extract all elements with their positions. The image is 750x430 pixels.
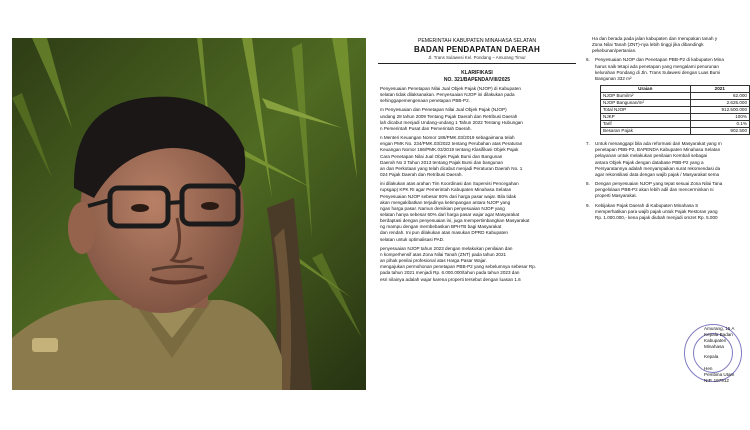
- body-line: berdaptasi dengan penyesuaian ini, juga mempertimbangkan Masyarakat: [380, 218, 530, 224]
- body-line: pengelolaan PBB-P2 akan lebih adil dan mencerminkan ni: [595, 187, 714, 193]
- official-portrait-image: [12, 38, 366, 390]
- body-line: antara Objek Pajak dengan database PBB-P2 yang a: [595, 159, 704, 165]
- item-9-text: Kebijakan Pajak Daerah di Kabupaten Minahasa S: [595, 202, 699, 208]
- document-number: NO. 321/BAPENDA/VIII/2025: [443, 76, 511, 83]
- body-line: penetapan PBB-P2, BAPENDA Kabupaten Minahasa Selatan: [595, 147, 721, 153]
- body-line: an pihak penilai profesional atas Harga Pasar Wajar.: [380, 258, 487, 264]
- table-cell: 902.500: [690, 128, 749, 135]
- body-line: Bangunan 332 m²: [595, 75, 632, 81]
- official-photo: [12, 38, 366, 390]
- document-heading: KLARIFIKASI: [461, 70, 493, 76]
- body-line: pekebunan/pertanian.: [592, 48, 637, 54]
- table-cell: Total NJOP: [601, 107, 691, 114]
- body-line: Keuangan Nomor 186/PMK.03/2019 tentang Klasifikasi Objek Pajak: [380, 147, 519, 153]
- body-line: kelurahan Pondang di Jln. Trans Sulawesi dengan Luas Bumi: [595, 69, 721, 75]
- body-line: harus naik tetapi ada penetapan yang mengalami penurunan: [595, 63, 719, 69]
- body-line: esri nilainya adalah wajar karena properti tersebut dengan luasan 1.6: [380, 276, 521, 282]
- signature-line: Kepala: [704, 354, 719, 359]
- body-line: sehinggapemengenaan penetapan PBB-P2.: [380, 98, 470, 104]
- body-line: Cara Penetapan Nilai Jual Objek Pajak Bumi dan Bangunan: [380, 153, 503, 159]
- table-row: [601, 100, 750, 107]
- table-row: [601, 107, 750, 114]
- table-cell: 0.1%: [690, 121, 749, 128]
- table-cell: Tarif: [601, 121, 691, 128]
- table-cell: NJOP Bumi/m²: [601, 93, 691, 100]
- body-line: Persyaratannya adalah menyampaikan surat rekomendasi da: [595, 165, 721, 171]
- document-body: [372, 86, 582, 283]
- body-line: selatan untuk optimalisasi PAD.: [380, 236, 445, 242]
- header-divider: [378, 63, 576, 64]
- body-line: Penyesuaian Penetapan Nilai Jual Objek Pajak (NJOP) di Kabupaten: [380, 86, 521, 91]
- table-header: Uraian: [601, 86, 691, 93]
- table-cell: 100%: [690, 114, 749, 121]
- table-cell: 62.000: [690, 93, 749, 100]
- body-line: n Menteri Keuangan Nomor 186/PMK.03/2019 sebagaimana telah: [380, 135, 515, 141]
- signature-line: Kabupaten: [704, 338, 727, 343]
- table-row: [601, 114, 750, 121]
- item-6-text: Penyesuaian NJOP dan Penetapan PBB-P2 di kabupaten Mina: [595, 57, 724, 63]
- body-line: engan PMK No. 234/PMK.03/2022 tentang Perubahan atas Peraturan: [380, 141, 523, 147]
- item-7-number: 7.: [586, 141, 590, 147]
- body-line: n komperhensif atas Zona Nilai Tanah (ZNT) pada tahun 2021: [380, 251, 507, 257]
- body-line: selatan hanya sebesar 60% dari harga pasar wajar agar Masyarakat: [380, 211, 520, 217]
- table-row: [601, 121, 750, 128]
- table-cell: 912.500.000: [690, 107, 749, 114]
- header-government: PEMERINTAH KABUPATEN MINAHASA SELATAN: [417, 38, 537, 44]
- table-cell: NJKP: [601, 114, 691, 121]
- item-8-number: 8.: [586, 181, 590, 187]
- body-line: undang 28 tahun 2009 Tentang Pajak Daerah dan Retribusi Daerah: [380, 113, 518, 119]
- item-7-text: Untuk menanggapi bila ada reformasi dari Masyarakat yang m: [595, 141, 722, 147]
- body-line: ng mampu dengan membebaskan BPHTB bagi Masyarakat: [380, 224, 502, 230]
- table-row: [601, 128, 750, 135]
- signature-line: Amurang, 15 A: [704, 326, 735, 331]
- item-6-number: 6.: [586, 57, 590, 63]
- clarification-document-page-2: [584, 36, 750, 394]
- signature-rank: Pembina Utam: [704, 372, 735, 377]
- body-line: Rp. 1.000.000,- kena pajak diubah menjadi omzet Rp. 5.000: [595, 214, 718, 220]
- header-agency-title: BADAN PENDAPATAN DAERAH: [414, 45, 540, 54]
- item-9-number: 9.: [586, 202, 590, 208]
- body-line: m Penyesuaian dan Penetapan Nilai Jual Objek Pajak (NJOP): [380, 107, 507, 113]
- signature-name: Hen: [704, 366, 713, 371]
- body-line: Zona Nilai Tanah (ZNT)-nya lebih tinggi jika dibandingk: [592, 42, 704, 48]
- body-line: selatan tidak dilaksanakan. Penyesuaian NJOP ini dilakukan pada: [380, 92, 515, 98]
- body-line: pada tahun 2021 menjadi Rp. 6.000.000/tahun pada tahun 2023 dan: [380, 270, 520, 276]
- signature-line: Kepala Badan: [704, 332, 733, 337]
- body-line: rupsgap) KPK RI agar Pemerintah Kabupaten Minahasa Selatan: [380, 187, 512, 193]
- body-line: agar rekonsiliasi data dengan wajib pajak / Masyarakat sema: [595, 171, 720, 177]
- signature-line: Minahasa: [704, 344, 724, 349]
- body-line: akan mengakibatkan terjadinya ketimpangan antara NJOP yang: [380, 199, 511, 205]
- table-header-row: [601, 86, 750, 93]
- body-line: lah dicabut menjadi Undang-undang 1 Tahun 2022 Tentang Hubungan: [380, 119, 523, 125]
- njop-table: [600, 85, 750, 135]
- body-line: n Pemerintah Pusat dan Pemerintah Daerah.: [380, 125, 472, 131]
- body-line: penyesuaian NJOP tahun 2023 dengan melakukan penilaian dan: [380, 245, 513, 251]
- body-line: 024 Pajak Daerah dan Retribusi Daerah.: [380, 172, 463, 178]
- body-line: memperhatikan para wajib pajak untuk Pajak Restoran yang: [595, 208, 718, 214]
- table-cell: 2.625.000: [690, 100, 749, 107]
- body-line: Ha dan berada pada jalan kabupaten dan merupakan tanah y: [592, 36, 718, 41]
- signature-nip: NIP. 197912: [704, 378, 729, 383]
- body-line: mengajukan permohonan penetapan PBB-P2 yang sebelumnya sebesar Rp.: [380, 264, 537, 270]
- table-cell: Besaran Pajak: [601, 128, 691, 135]
- body-line: pelayanan untuk melakukan penilaian Kembali sebagai: [595, 153, 708, 159]
- body-line: Penyesuaian NJOP sebesar 80% dari harga pasar wajar. Bila tidak: [380, 193, 517, 199]
- body-line: Daerah No 3 Tahun 2013 tentang Pajak Bumi dan bangunan: [380, 159, 504, 165]
- body-line: dan rendah. Ini pun dilakukan atas masukan DPRD Kabupaten: [380, 230, 508, 236]
- item-8-text: Dengan penyesuaian NJOP yang tepat sesuai Zona Nilai Tana: [595, 181, 723, 187]
- body-line: ngan harga pasar. Namun demikian penyesuaian NJOP yang: [380, 205, 505, 211]
- table-row: [601, 93, 750, 100]
- body-line: ini dilakukan atas arahan Tim Koordinasi dan Supervisi Pencegahan: [380, 181, 519, 187]
- body-line: an dan Perkotaan yang telah dicabut menjadi Peraturan Daerah No. 1: [380, 165, 523, 171]
- header-address: Jl. Trans Sulawesi Kel. Pondang – Amurang Timur: [428, 55, 526, 60]
- body-line: properti Masyarakat.: [595, 193, 637, 199]
- clarification-document-page-1: [372, 36, 582, 394]
- table-header: 2021: [690, 86, 749, 93]
- table-cell: NJOP Bangunan/m²: [601, 100, 691, 107]
